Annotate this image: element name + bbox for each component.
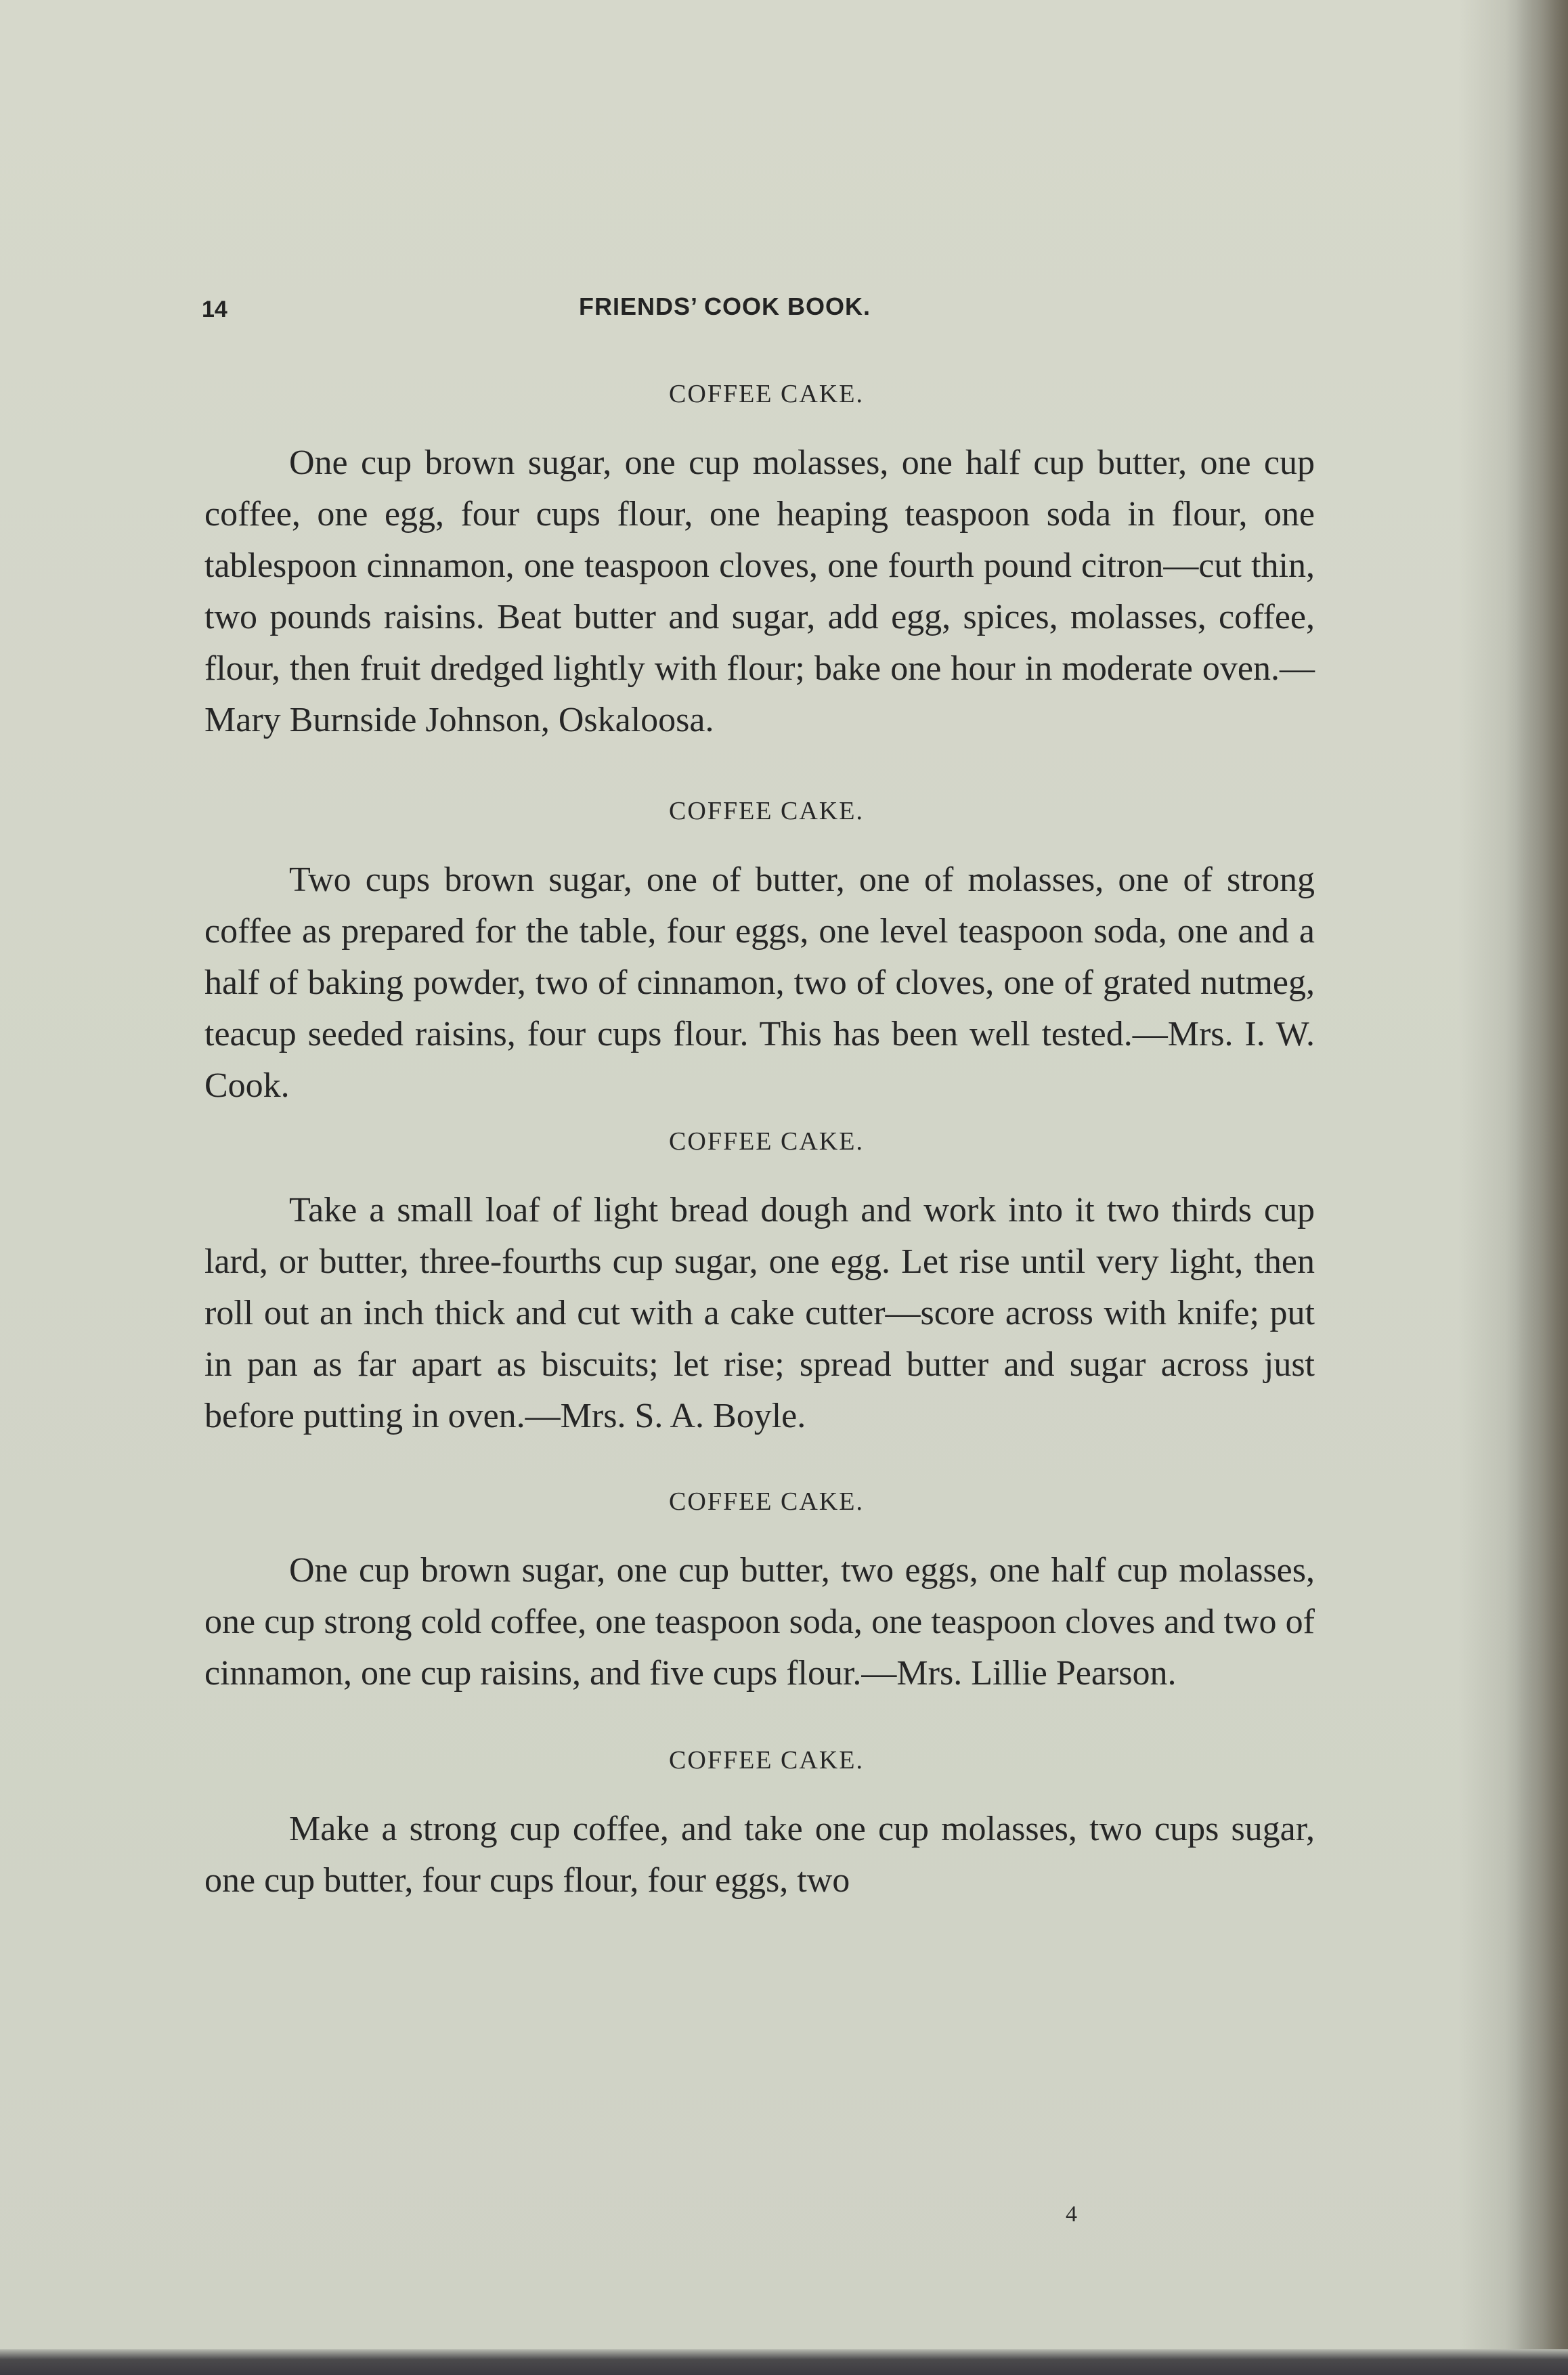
recipe-title: COFFEE CAKE. xyxy=(669,380,864,408)
recipe xyxy=(204,1127,1315,1442)
running-title: FRIENDS’ COOK BOOK. xyxy=(579,292,871,320)
page-header xyxy=(0,292,1568,333)
page-number: 14 xyxy=(202,297,227,322)
recipe-title: COFFEE CAKE. xyxy=(669,797,864,825)
page-bottom-edge xyxy=(0,2349,1568,2375)
recipe xyxy=(204,1745,1315,1906)
page-content xyxy=(204,379,1315,1948)
recipe xyxy=(204,379,1315,746)
recipe-body: Two cups brown sugar, one of butter, one of molasses, one of strong coffee as prepared for the table, four eggs, one level teaspoon soda, one and a half of baking powder, two of cinnamon, two of cloves, one of grated nutmeg, teacup seeded raisins, four cups flour. This has been well tested.—Mrs. I. W. Cook. xyxy=(204,860,1315,1105)
recipe-title: COFFEE CAKE. xyxy=(669,1127,864,1156)
recipe xyxy=(204,796,1315,1112)
recipe xyxy=(204,1487,1315,1699)
recipe-body: Make a strong cup coffee, and take one cup molasses, two cups sugar, one cup butter, four cups flour, four eggs, two xyxy=(204,1810,1315,1900)
spine-shadow xyxy=(1517,0,1568,2349)
recipe-body: Take a small loaf of light bread dough and work into it two thirds cup lard, or butter, three-fourths cup sugar, one egg. Let rise until very light, then roll out an inch thick and cut with a cake cutter—score across with knife; put in pan as far apart as biscuits; let rise; spread butter and sugar across just before putting in oven.—Mrs. S. A. Boyle. xyxy=(204,1191,1315,1435)
recipe-title: COFFEE CAKE. xyxy=(669,1487,864,1516)
recipe-title: COFFEE CAKE. xyxy=(669,1746,864,1774)
recipe-body: One cup brown sugar, one cup molasses, one half cup butter, one cup coffee, one egg, four cups flour, one heaping teaspoon soda in flour, one tablespoon cinnamon, one teaspoon cloves, one fourth pound citron—cut thin, two pounds raisins. Beat butter and sugar, add egg, spices, molasses, coffee, flour, then fruit dredged lightly with flour; bake one hour in moderate oven.—Mary Burnside Johnson, Oskaloosa. xyxy=(204,443,1315,739)
recipe-body: One cup brown sugar, one cup butter, two eggs, one half cup molasses, one cup strong cold coffee, one teaspoon soda, one teaspoon cloves and two of cinnamon, one cup raisins, and five cups flour.—Mrs. Lillie Pearson. xyxy=(204,1551,1315,1693)
signature-mark: 4 xyxy=(1066,2202,1077,2227)
